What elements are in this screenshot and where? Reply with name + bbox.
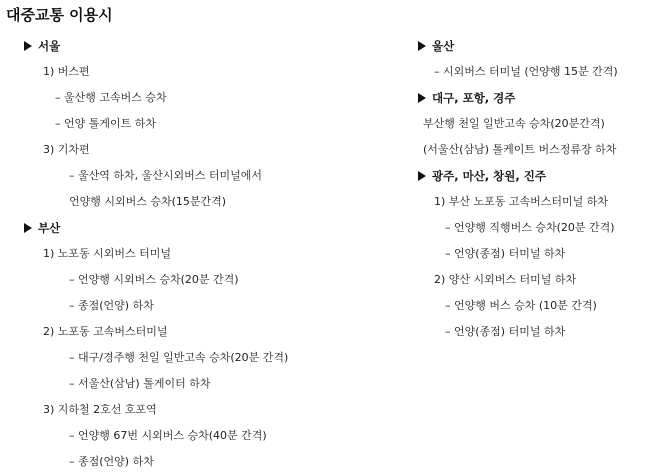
route-item: – 대구/경주행 천일 일반고속 승차(20분 간격) bbox=[69, 351, 289, 364]
route-item: – 서울산(삼남) 톨게이터 하차 bbox=[69, 377, 211, 390]
route-item: 부산행 천일 일반고속 승차(20분간격) bbox=[423, 117, 605, 130]
triangle-right-icon bbox=[418, 93, 426, 103]
route-header: 2) 양산 시외버스 터미널 하차 bbox=[434, 273, 577, 286]
page-title: 대중교통 이용시 bbox=[6, 6, 113, 24]
region-heading-daegu bbox=[418, 85, 650, 111]
region-label: 대구, 포항, 경주 bbox=[432, 91, 516, 105]
route-item: – 시외버스 터미널 (언양행 15분 간격) bbox=[434, 65, 618, 78]
route-item-continuation: 언양행 시외버스 승차(15분간격) bbox=[69, 195, 227, 208]
route-item: – 언양(종점) 터미널 하차 bbox=[445, 247, 566, 260]
region-label: 부산 bbox=[38, 221, 61, 235]
triangle-right-icon bbox=[418, 41, 426, 51]
triangle-right-icon bbox=[24, 223, 32, 233]
region-label: 광주, 마산, 창원, 진주 bbox=[432, 169, 546, 183]
route-header-train: 3) 기차편 bbox=[43, 143, 90, 156]
region-heading-gwangju bbox=[418, 163, 650, 189]
route-item: – 종점(언양) 하차 bbox=[69, 299, 154, 312]
route-item: – 언양(종점) 터미널 하차 bbox=[445, 325, 566, 338]
triangle-right-icon bbox=[24, 41, 32, 51]
route-header: 3) 지하철 2호선 호포역 bbox=[43, 403, 157, 416]
route-item: – 울산행 고속버스 승차 bbox=[55, 91, 167, 104]
right-column bbox=[418, 33, 650, 345]
route-item: – 종점(언양) 하차 bbox=[69, 455, 154, 468]
region-heading-busan bbox=[24, 215, 404, 241]
route-item: – 울산역 하차, 울산시외버스 터미널에서 bbox=[69, 169, 262, 182]
left-column bbox=[24, 33, 404, 475]
route-item: – 언양행 67번 시외버스 승차(40분 간격) bbox=[69, 429, 267, 442]
triangle-right-icon bbox=[418, 171, 426, 181]
region-label: 서울 bbox=[38, 39, 61, 53]
route-item: – 언양 톨게이트 하차 bbox=[55, 117, 156, 130]
route-header-bus: 1) 버스편 bbox=[43, 65, 90, 78]
route-item: (서울산(삼남) 톨케이트 버스정류장 하차 bbox=[423, 143, 617, 156]
route-header: 1) 부산 노포동 고속버스터미널 하차 bbox=[434, 195, 609, 208]
route-item: – 언양행 직행버스 승차(20분 간격) bbox=[445, 221, 615, 234]
route-header: 1) 노포동 시외버스 터미널 bbox=[43, 247, 172, 260]
route-item: – 언양행 시외버스 승차(20분 간격) bbox=[69, 273, 239, 286]
region-heading-seoul bbox=[24, 33, 404, 59]
region-heading-ulsan bbox=[418, 33, 650, 59]
region-label: 울산 bbox=[432, 39, 455, 53]
route-header: 2) 노포동 고속버스터미널 bbox=[43, 325, 168, 338]
route-item: – 언양행 버스 승차 (10분 간격) bbox=[445, 299, 597, 312]
